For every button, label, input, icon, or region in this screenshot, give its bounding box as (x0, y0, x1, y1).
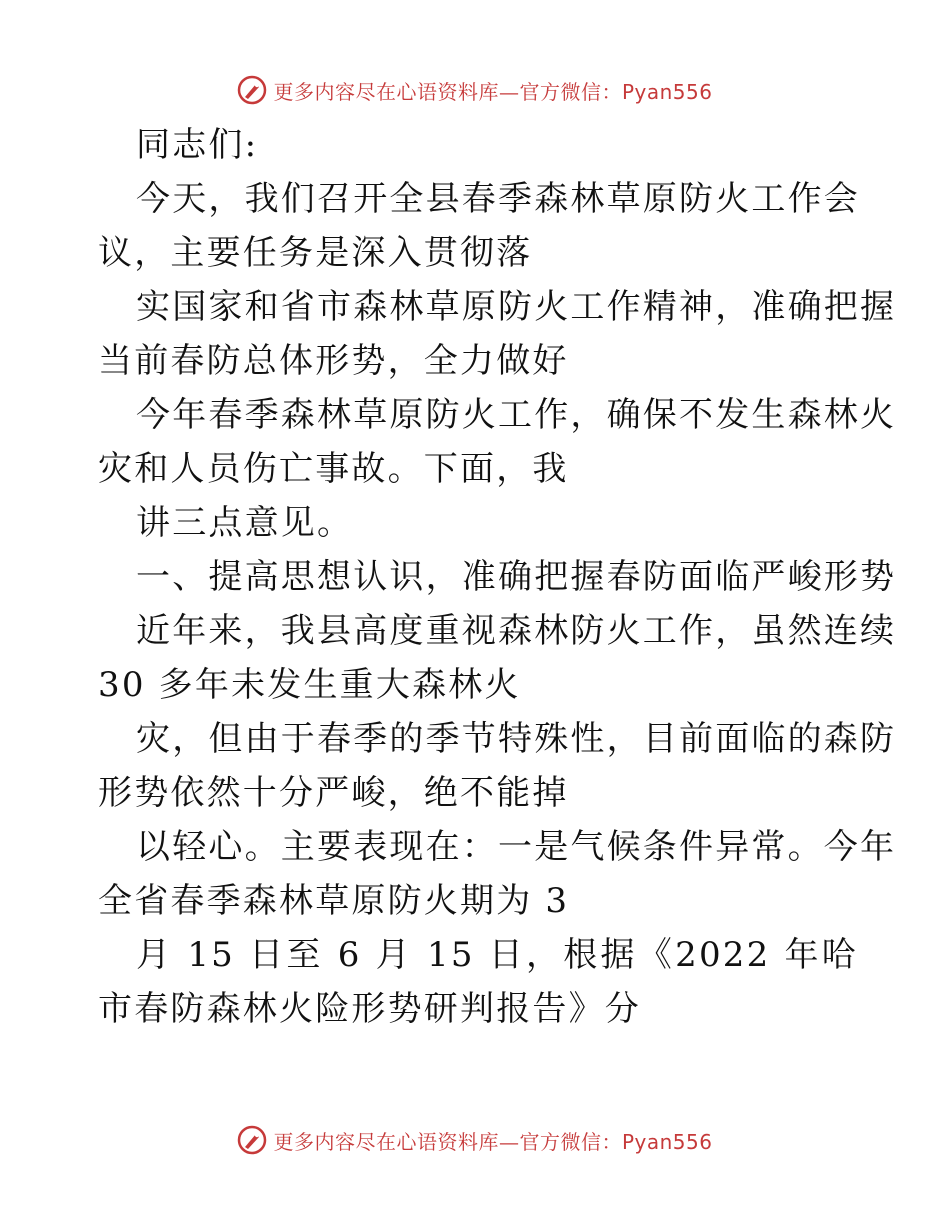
text-line: 今天，我们召开全县春季森林草原防火工作会 (136, 179, 860, 219)
watermark-contact: 官方微信：Pyan556 (519, 1129, 713, 1154)
watermark-contact: 官方微信：Pyan556 (519, 79, 713, 104)
text-line: 形势依然十分严峻，绝不能掉 (98, 773, 569, 813)
text-line: 以轻心。主要表现在：一是气候条件异常。今年 (136, 827, 897, 867)
text-line: 同志们: (136, 125, 259, 165)
header-watermark (0, 70, 950, 110)
text-line: 市春防森林火险形势研判报告》分 (98, 989, 641, 1029)
watermark-text: 更多内容尽在心语资料库—官方微信：Pyan556 (273, 79, 713, 104)
text-line: 灾和人员伤亡事故。下面，我 (98, 449, 569, 489)
text-line: 议，主要任务是深入贯彻落 (98, 233, 533, 273)
pen-nib-logo-icon (237, 1125, 267, 1155)
text-line: 今年春季森林草原防火工作，确保不发生森林火 (136, 395, 897, 435)
footer-watermark (0, 1120, 950, 1160)
watermark-text: 更多内容尽在心语资料库—官方微信：Pyan556 (273, 1129, 713, 1154)
section-heading: 一、提高思想认识，准确把握春防面临严峻形势 (136, 557, 897, 597)
text-line: 近年来，我县高度重视森林防火工作，虽然连续 (136, 611, 897, 651)
text-line: 全省春季森林草原防火期为 3 (98, 881, 570, 921)
document-body (98, 118, 897, 1036)
text-line: 讲三点意见。 (136, 503, 354, 543)
text-line: 灾，但由于春季的季节特殊性，目前面临的森防 (136, 719, 897, 759)
text-line: 实国家和省市森林草原防火工作精神，准确把握 (136, 287, 897, 327)
text-line: 30 多年未发生重大森林火 (98, 665, 521, 705)
pen-nib-logo-icon (237, 75, 267, 105)
text-line: 月 15 日至 6 月 15 日，根据《2022 年哈 (136, 935, 858, 975)
text-line: 当前春防总体形势，全力做好 (98, 341, 569, 381)
